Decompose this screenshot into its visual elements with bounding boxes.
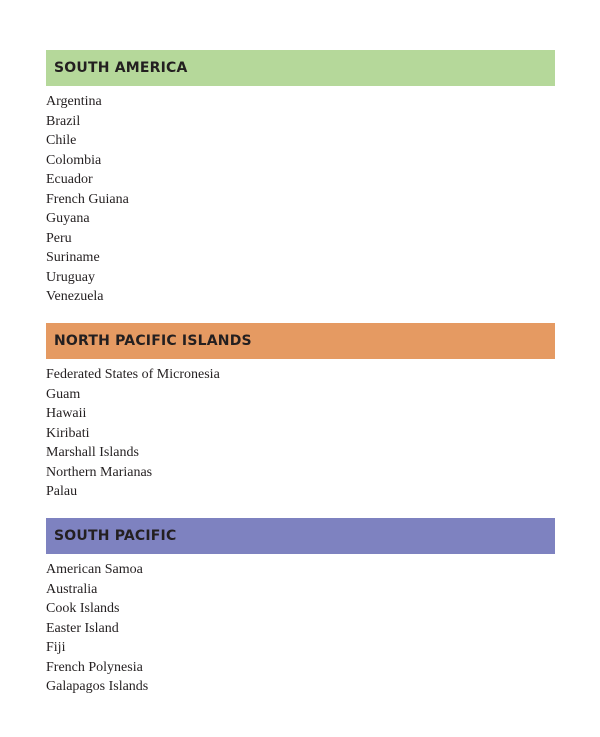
- country-list: [46, 365, 555, 502]
- section-header: [46, 518, 555, 554]
- list-item: Brazil: [46, 113, 81, 129]
- list-item: Peru: [46, 230, 72, 246]
- list-item: Cook Islands: [46, 601, 120, 616]
- list-item: American Samoa: [46, 562, 143, 577]
- list-item: Uruguay: [46, 269, 95, 285]
- list-item: Venezuela: [46, 289, 104, 304]
- section-title: SOUTH AMERICA: [54, 60, 188, 76]
- list-item: Colombia: [46, 152, 102, 168]
- list-item: Kiribati: [46, 425, 90, 441]
- section-header: [46, 323, 555, 359]
- list-item: Guam: [46, 386, 81, 402]
- list-item: French Polynesia: [46, 659, 143, 675]
- list-item: Chile: [46, 133, 77, 148]
- country-list: [46, 560, 555, 697]
- list-item: Galapagos Islands: [46, 679, 149, 694]
- list-item: French Guiana: [46, 191, 129, 207]
- section-title: NORTH PACIFIC ISLANDS: [54, 333, 252, 349]
- list-item: Argentina: [46, 94, 102, 109]
- list-item: Marshall Islands: [46, 445, 139, 460]
- section-south-america: [46, 50, 555, 307]
- section-title: SOUTH PACIFIC: [54, 528, 177, 544]
- list-item: Suriname: [46, 250, 100, 265]
- list-item: Federated States of Micronesia: [46, 367, 220, 382]
- country-list: [46, 92, 555, 307]
- list-item: Ecuador: [46, 172, 93, 187]
- section-north-pacific-islands: [46, 323, 555, 502]
- list-item: Palau: [46, 484, 78, 499]
- list-item: Australia: [46, 581, 98, 597]
- list-item: Northern Marianas: [46, 464, 153, 480]
- section-header: [46, 50, 555, 86]
- list-item: Hawaii: [46, 406, 87, 421]
- list-item: Guyana: [46, 211, 90, 226]
- section-south-pacific: [46, 518, 555, 697]
- list-item: Easter Island: [46, 620, 119, 636]
- list-item: Fiji: [46, 640, 66, 655]
